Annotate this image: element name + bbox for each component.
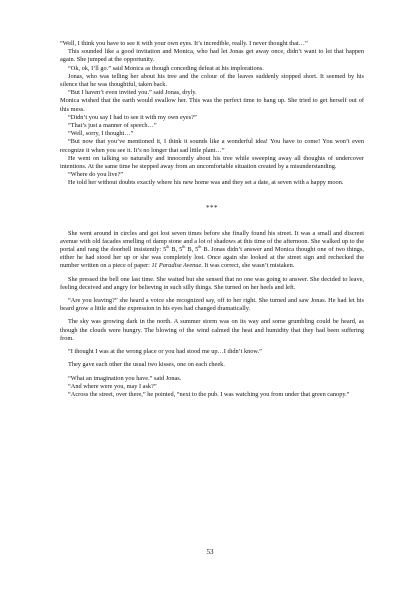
text-run: B. Jonas didn’t answer and Monica thought one of two things, either he had stood her up or she was completely lost. Once again she looked at the street sign and rechecked the number written on a piece of paper: bbox=[60, 246, 364, 270]
paragraph: He told her without doubts exactly where his new home was and they set a date, at seven with a happy moon. bbox=[68, 179, 344, 187]
ordinal-suffix: th bbox=[198, 243, 202, 249]
paragraph: “But I haven’t even invited you.” said Jonas, dryly. bbox=[68, 89, 197, 97]
paragraph: Monica wished that the earth would swallow her. This was the perfect time to hang up. She tried to get herself out of this mess. bbox=[60, 97, 364, 113]
paragraph: She pressed the bell one last time. She waited but she sensed that no one was going to answer. She decided to leave, feeling deceived and angry for believing in such silly things. She turned on her heels and left. bbox=[60, 275, 364, 291]
ordinal-suffix: th bbox=[166, 243, 170, 249]
paragraph: “Ok, ok, I’ll go.” said Monica as though conceding defeat at his implorations. bbox=[68, 64, 264, 72]
paragraph-address bbox=[60, 230, 364, 271]
text-run: . It was correct, she wasn’t mistaken. bbox=[201, 262, 295, 270]
text-run: B, 5 bbox=[185, 246, 199, 254]
paragraph: He went on talking so naturally and innocently about his tree while sweeping away all thoughts of undercover intentions. At the same time he stepped away from an uncomfortable situation created by a misunderstanding. bbox=[60, 154, 364, 171]
paragraph: “I thought I was at the wrong place or you had stood me up…I didn’t know.” bbox=[68, 348, 262, 356]
paragraph: The sky was growing dark in the north. A summer storm was on its way and some grumbling could be heard, as though the clouds were hungry. The blowing of the wind calmed the heat and humidity that they had been suffering from. bbox=[60, 318, 364, 342]
paragraph: “Didn’t you say I had to see it with my own eyes?” bbox=[68, 113, 197, 121]
paragraph: “What an imagination you have.” said Jonas. bbox=[68, 374, 182, 382]
paragraph: They gave each other the usual two kisses, one on each cheek. bbox=[68, 361, 225, 369]
page-number: 53 bbox=[206, 548, 214, 556]
paragraph: “That’s just a manner of speech…” bbox=[68, 122, 157, 130]
paragraph: “Well, I think you have to see it with your own eyes. It’s incredible, really. I never thought that…” bbox=[60, 40, 308, 47]
paragraph: “And where were you, may I ask?” bbox=[68, 382, 157, 390]
section-separator: *** bbox=[206, 203, 218, 212]
paragraph: “Well, sorry, I thought…” bbox=[68, 130, 134, 138]
paragraph: This sounded like a good invitation and Monica, who had let Jonas get away once, didn’t want to let that happen again. She jumped at the opportunity. bbox=[60, 48, 364, 64]
paragraph: Jonas, who was telling her about his tree and the colour of the leaves suddenly stopped short. It seemed by his silence that he was thoughtful, taken back. bbox=[60, 72, 364, 89]
ordinal-suffix: th bbox=[182, 243, 186, 249]
text-run: B, 5 bbox=[169, 246, 183, 254]
page-body bbox=[60, 40, 364, 399]
paragraph: “Where do you live?” bbox=[68, 171, 124, 179]
paragraph: “Across the street, over there,” he pointed, “next to the pub. I was watching you from under that green canopy.” bbox=[68, 390, 350, 398]
paragraph: “Are you leaving?” she heard a voice she recognized say, off to her right. She turned and saw Jonas. He had let his beard grow a little and the expression in his eyes had changed dramatically. bbox=[60, 297, 364, 313]
paragraph: “But now that you’ve mentioned it, I think it sounds like a wonderful idea! You have to come! You won’t even recognize it when you see it. It’s no longer that sad little plant…” bbox=[60, 138, 364, 154]
address-italic: 11 Paradise Avenue bbox=[151, 262, 202, 270]
text-run: She went around in circles and got lost seven times before she finally found his street. It was a small and discreet avenue with old facades smelling of damp stone and a lot of shadows at this time of the afternoon. She walked up to the portal and rang the doorbell insistently: 5 bbox=[60, 229, 364, 254]
